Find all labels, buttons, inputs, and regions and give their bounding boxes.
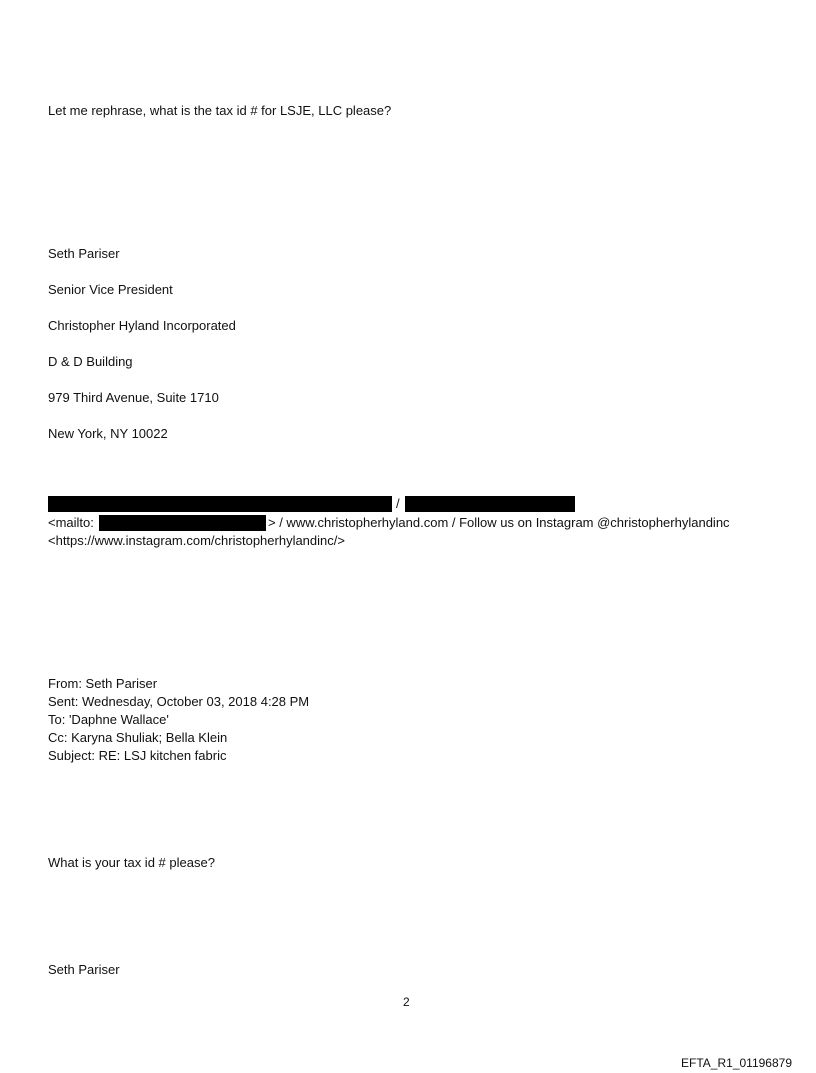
header-cc: Cc: Karyna Shuliak; Bella Klein [48, 730, 228, 745]
signature-address: 979 Third Avenue, Suite 1710 [48, 390, 219, 405]
signature-name: Seth Pariser [48, 246, 120, 261]
mailto-prefix: <mailto: [48, 515, 94, 530]
redaction-block [48, 496, 392, 512]
instagram-link: <https://www.instagram.com/christopherhylandinc/> [48, 533, 345, 548]
signature-building: D & D Building [48, 354, 133, 369]
website-links: > / www.christopherhyland.com / Follow us on Instagram @christopherhylandinc [268, 515, 730, 530]
tax-id-question-original: What is your tax id # please? [48, 855, 215, 870]
signature-city: New York, NY 10022 [48, 426, 168, 441]
header-subject: Subject: RE: LSJ kitchen fabric [48, 748, 227, 763]
signoff-name: Seth Pariser [48, 962, 120, 977]
tax-id-question: Let me rephrase, what is the tax id # for LSJE, LLC please? [48, 103, 392, 118]
signature-company: Christopher Hyland Incorporated [48, 318, 236, 333]
redaction-block [99, 515, 266, 531]
header-from: From: Seth Pariser [48, 676, 158, 691]
document-id: EFTA_R1_01196879 [681, 1056, 792, 1070]
contact-separator: / [396, 496, 400, 511]
header-sent: Sent: Wednesday, October 03, 2018 4:28 PM [48, 694, 310, 709]
signature-title: Senior Vice President [48, 282, 173, 297]
page-number: 2 [403, 995, 410, 1009]
redaction-block [405, 496, 575, 512]
header-to: To: 'Daphne Wallace' [48, 712, 169, 727]
